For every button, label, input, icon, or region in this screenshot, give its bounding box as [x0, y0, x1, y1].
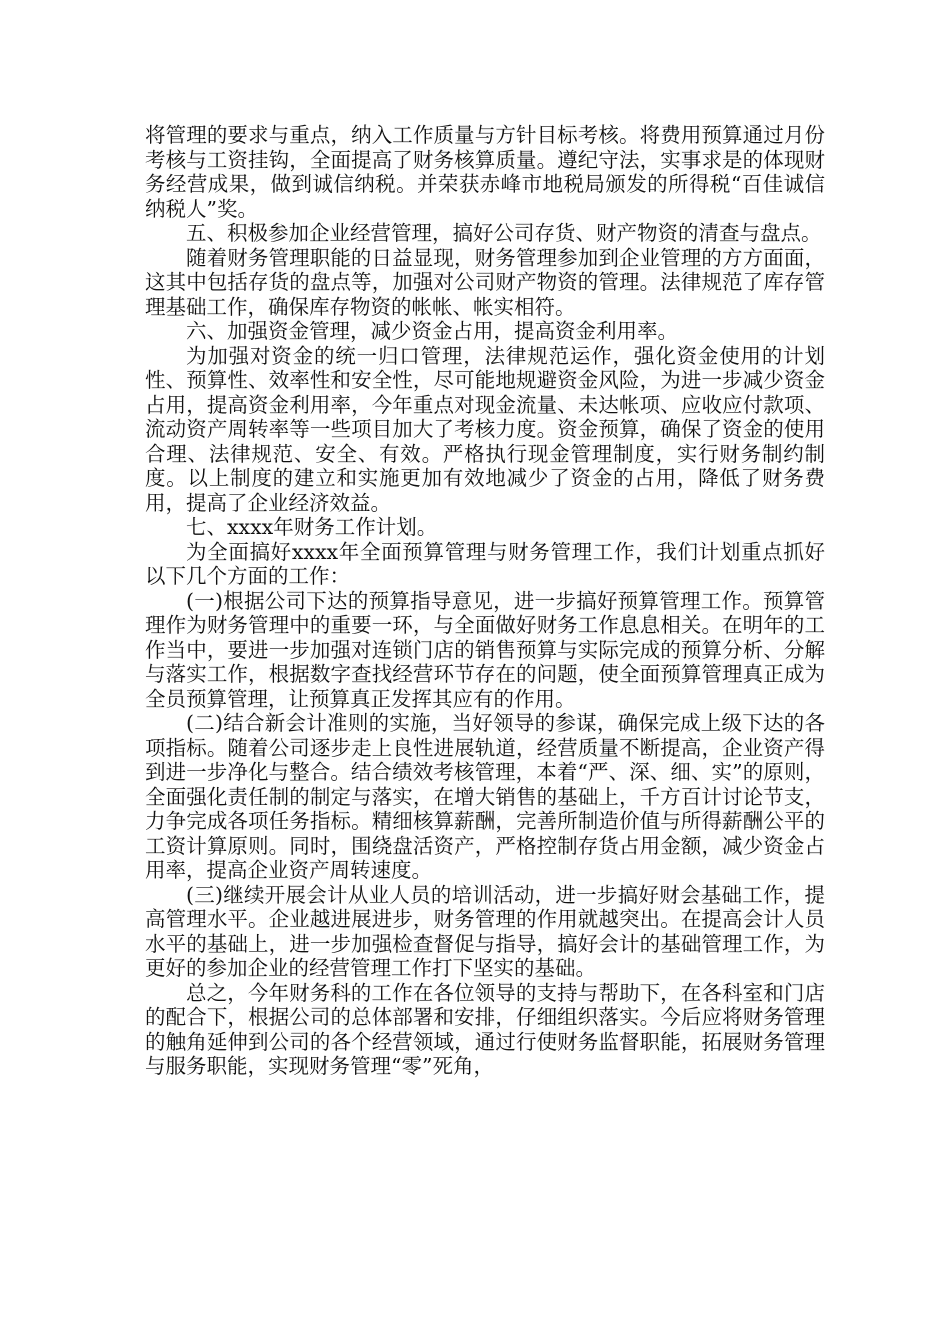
paragraph-plan-3: (三)继续开展会计从业人员的培训活动，进一步搞好财会基础工作，提高管理水平。企业越进展进步，财务管理的作用就越突出。在提高会计人员水平的基础上，进一步加强检查督促与指导，搞好会计的基础管理工作，为更好的参加企业的经营管理工作打下坚实的基础。 — [145, 882, 825, 980]
paragraph-heading-5: 五、积极参加企业经营管理，搞好公司存货、财产物资的清查与盘点。 — [186, 221, 822, 245]
paragraph-plan-2: (二)结合新会计准则的实施，当好领导的参谋，确保完成上级下达的各项指标。随着公司逐步走上良性进展轨道，经营质量不断提高，企业资产得到进一步净化与整合。结合绩效考核管理，本着“严、深、细、实”的原则，全面强化责任制的制定与落实，在增大销售的基础上，千方百计讨论节支，力争完成各项任务指标。精细核算薪酬，完善所制造价值与所得薪酬公平的工资计算原则。同时，围绕盘活资产，严格控制存货占用金额，减少资金占用率，提高企业资产周转速度。 — [145, 711, 825, 882]
paragraph-summary: 总之，今年财务科的工作在各位领导的支持与帮助下，在各科室和门店的配合下，根据公司的总体部署和安排，仔细组织落实。今后应将财务管理的触角延伸到公司的各个经营领域，通过行使财务监督职能，拓展财务管理与服务职能，实现财务管理“零”死角， — [145, 980, 825, 1078]
paragraph-plan-1: (一)根据公司下达的预算指导意见，进一步搞好预算管理工作。预算管理作为财务管理中的重要一环，与全面做好财务工作息息相关。在明年的工作当中，要进一步加强对连锁门店的销售预算与实际完成的预算分析、分解与落实工作，根据数字查找经营环节存在的问题，使全面预算管理真正成为全员预算管理，让预算真正发挥其应有的作用。 — [145, 588, 825, 711]
paragraph-3: 随着财务管理职能的日益显现，财务管理参加到企业管理的方方面面，这其中包括存货的盘点等，加强对公司财产物资的管理。法律规范了库存管理基础工作，确保库存物资的帐帐、帐实相符。 — [145, 245, 825, 319]
paragraph-5: 为加强对资金的统一归口管理，法律规范运作，强化资金使用的计划性、预算性、效率性和安全性，尽可能地规避资金风险，为进一步减少资金占用，提高资金利用率，今年重点对现金流量、未达帐项、应收应付款项、流动资产周转率等一些项目加大了考核力度。资金预算，确保了资金的使用合理、法律规范、安全、有效。严格执行现金管理制度，实行财务制约制度。以上制度的建立和实施更加有效地减少了资金的占用，降低了财务费用，提高了企业经济效益。 — [145, 343, 825, 515]
paragraph-heading-7: 七、xxxx年财务工作计划。 — [186, 515, 438, 539]
paragraph-1: 将管理的要求与重点，纳入工作质量与方针目标考核。将费用预算通过月份考核与工资挂钩，全面提高了财务核算质量。遵纪守法，实事求是的体现财务经营成果，做到诚信纳税。并荣获赤峰市地税局颁发的所得税“百佳诚信纳税人”奖。 — [145, 123, 825, 221]
paragraph-7: 为全面搞好xxxx年全面预算管理与财务管理工作，我们计划重点抓好以下几个方面的工作： — [145, 539, 825, 588]
paragraph-heading-6: 六、加强资金管理，减少资金占用，提高资金利用率。 — [186, 319, 678, 343]
document-body — [145, 123, 825, 1079]
